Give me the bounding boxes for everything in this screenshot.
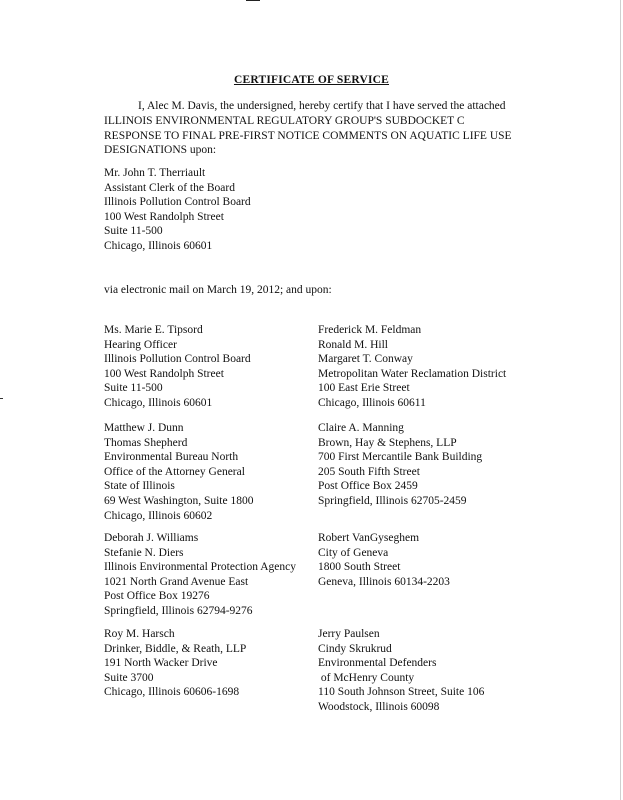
address-line: Roy M. Harsch <box>104 628 175 640</box>
address-line: Thomas Shepherd <box>104 436 188 449</box>
service-method-text: via electronic mail on March 19, 2012; and upon: <box>104 284 332 296</box>
address-line: Illinois Pollution Control Board <box>104 353 251 366</box>
address-line: Environmental Bureau North <box>104 451 239 464</box>
address-line: 110 South Johnson Street, Suite 106 <box>318 686 485 699</box>
address-line: Assistant Clerk of the Board <box>104 181 235 194</box>
primary-recipient-address <box>104 166 251 254</box>
scan-mark-top <box>246 0 260 1</box>
address-line: Suite 11-500 <box>104 225 163 238</box>
certificate-title-text: CERTIFICATE OF SERVICE <box>233 74 390 86</box>
address-line: Claire A. Manning <box>318 422 404 434</box>
address-line: Metropolitan Water Reclamation District <box>318 367 507 380</box>
address-line: Stefanie N. Diers <box>104 546 184 559</box>
address-line: Springfield, Illinois 62705-2459 <box>318 494 467 507</box>
address-line: Chicago, Illinois 60601 <box>104 396 213 409</box>
service-address-left-4 <box>104 627 246 700</box>
address-line: Illinois Environmental Protection Agency <box>104 561 296 574</box>
address-line: 700 First Mercantile Bank Building <box>318 451 483 464</box>
address-line: 1800 South Street <box>318 561 401 574</box>
address-line: Chicago, Illinois 60611 <box>318 396 426 409</box>
address-line: Deborah J. Williams <box>104 532 199 544</box>
address-line: Woodstock, Illinois 60098 <box>318 700 440 713</box>
service-address-left-3 <box>104 531 296 619</box>
address-line: Post Office Box 19276 <box>104 590 210 603</box>
address-line: 69 West Washington, Suite 1800 <box>104 494 254 507</box>
address-line: Robert VanGyseghem <box>318 532 420 544</box>
address-line: 100 West Randolph Street <box>104 210 224 223</box>
address-line: 191 North Wacker Drive <box>104 657 218 670</box>
certificate-title <box>0 74 623 86</box>
address-line: Drinker, Biddle, & Reath, LLP <box>104 642 247 655</box>
address-line: Margaret T. Conway <box>318 353 413 366</box>
address-line: Frederick M. Feldman <box>318 324 422 336</box>
address-line: Post Office Box 2459 <box>318 480 418 493</box>
address-line: City of Geneva <box>318 546 389 559</box>
service-address-right-3 <box>318 531 450 589</box>
address-line: Mr. John T. Therriault <box>104 167 206 179</box>
address-line: Chicago, Illinois 60602 <box>104 509 213 522</box>
address-line: Office of the Attorney General <box>104 465 245 478</box>
address-line: State of Illinois <box>104 480 175 493</box>
service-address-right-2 <box>318 421 482 509</box>
service-address-right-1 <box>318 323 506 411</box>
address-line: Chicago, Illinois 60606-1698 <box>104 686 240 699</box>
intro-line: DESIGNATIONS upon: <box>104 144 217 157</box>
intro-line: RESPONSE TO FINAL PRE-FIRST NOTICE COMMENTS ON AQUATIC LIFE USE <box>104 129 512 142</box>
address-line: Illinois Pollution Control Board <box>104 196 251 209</box>
service-address-left-2 <box>104 421 253 523</box>
service-address-right-4 <box>318 627 484 715</box>
address-line: Environmental Defenders <box>318 657 437 670</box>
service-address-left-1 <box>104 323 251 411</box>
address-line: Geneva, Illinois 60134-2203 <box>318 575 450 588</box>
address-line: 100 West Randolph Street <box>104 367 224 380</box>
intro-paragraph <box>104 99 574 158</box>
address-line: Cindy Skrukrud <box>318 642 392 655</box>
address-line: Jerry Paulsen <box>318 628 380 640</box>
address-line: Chicago, Illinois 60601 <box>104 239 213 252</box>
address-line: Hearing Officer <box>104 338 177 351</box>
scan-edge-line <box>620 0 621 800</box>
address-line: 1021 North Grand Avenue East <box>104 575 249 588</box>
intro-line: I, Alec M. Davis, the undersigned, hereby certify that I have served the attached <box>138 100 506 112</box>
address-line: 205 South Fifth Street <box>318 465 420 478</box>
address-line: Suite 3700 <box>104 671 154 684</box>
address-line: Matthew J. Dunn <box>104 422 184 434</box>
address-line: Springfield, Illinois 62794-9276 <box>104 604 253 617</box>
address-line: Suite 11-500 <box>104 382 163 395</box>
address-line: of McHenry County <box>318 671 415 684</box>
address-line: Brown, Hay & Stephens, LLP <box>318 436 457 449</box>
address-line: Ms. Marie E. Tipsord <box>104 324 203 336</box>
intro-line: ILLINOIS ENVIRONMENTAL REGULATORY GROUP'S SUBDOCKET C <box>104 114 465 127</box>
address-line: Ronald M. Hill <box>318 338 388 351</box>
address-line: 100 East Erie Street <box>318 382 410 395</box>
scan-mark-left <box>0 398 3 399</box>
